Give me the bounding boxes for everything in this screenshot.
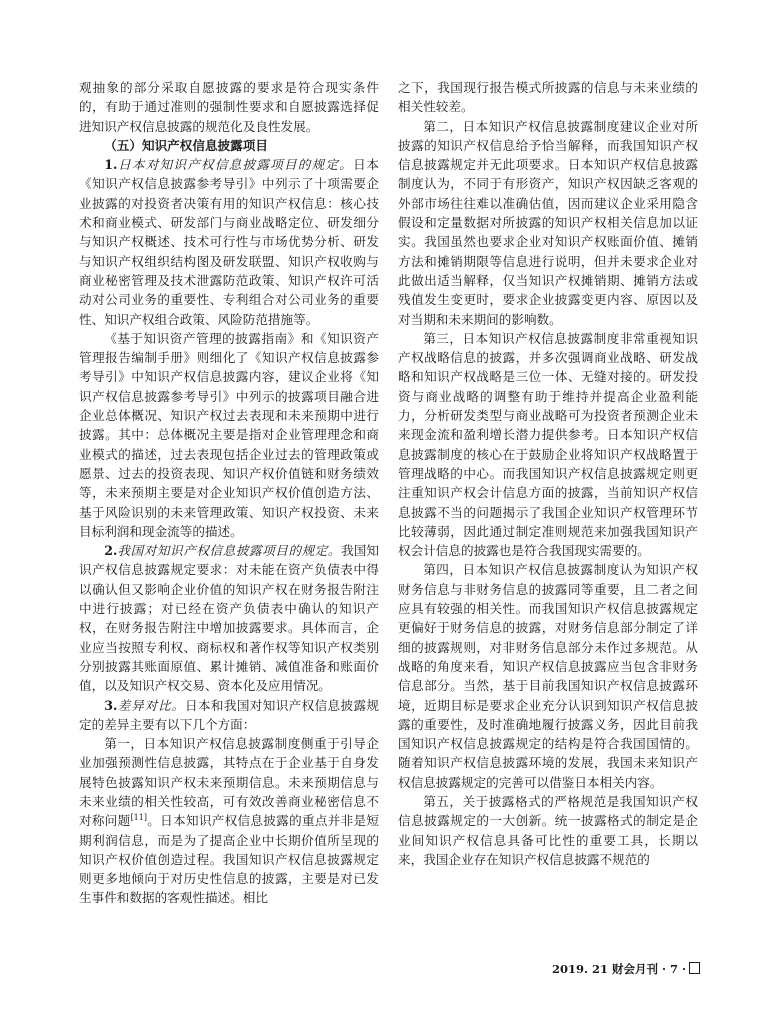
paragraph-text: 日本和我国对知识产权信息披露规定的差异主要有以下几个方面： <box>79 697 380 732</box>
page-footer <box>520 961 700 977</box>
footer-text: 2019. 21 财会月刊 · 7 · <box>551 962 686 976</box>
paragraph-comparison <box>79 696 379 735</box>
left-column <box>79 78 379 908</box>
paragraph-first-difference <box>79 734 379 908</box>
subsection-title: 日本对知识产权信息披露项目的规定。 <box>117 157 354 173</box>
paragraph-second-difference: 第二，日本知识产权信息披露制度建议企业对所披露的知识产权信息给予恰当解释，而我国知识产权信息披露规定并无此项要求。日本知识产权信息披露制度认为，不同于有形资产，知识产权因缺乏客观的外部市场往往难以准确估值，因而建议企业采用隐含假设和定量数据对所披露的知识产权相关信息加以证实。我国虽然也要求企业对知识产权账面价值、摊销方法和摊销期限等信息进行说明，但并未要求企业对此做出适当解释，仅当知识产权摊销期、摊销方法或残值发生变更时，要求企业披露变更内容、原因以及对当期和未来期间的影响数。 <box>398 118 698 327</box>
paragraph-text: 。日本知识产权信息披露的重点并非是短期利润信息，而是为了提高企业中长期价值所呈现的知识产权价值创造过程。我国知识产权信息披露规定则更多地倾向于对历史性信息的披露，主要是对已发生事件和数据的客观性描述。相比 <box>79 813 380 906</box>
paragraph-fourth-difference: 第四，日本知识产权信息披露制度认为知识产权财务信息与非财务信息的披露同等重要，且二者之间应具有较强的相关性。而我国知识产权信息披露规定更偏好于财务信息的披露，对财务信息部分制定了详细的披露规则，对非财务信息部分未作过多规范。从战略的角度来看，知识产权信息披露应当包含非财务信息部分。当然，基于目前我国知识产权信息披露环境，近期目标是要求企业充分认识到知识产权信息披露的重要性，及时准确地履行披露义务，因此目前我国知识产权信息披露规定的结构是符合我国国情的。随着知识产权信息披露环境的发展，我国未来知识产权信息披露规定的完善可以借鉴日本相关内容。 <box>398 562 698 790</box>
right-column <box>398 78 698 869</box>
citation-ref: [11] <box>130 813 147 823</box>
paragraph-fifth-difference: 第五，关于披露格式的严格规范是我国知识产权信息披露规定的一大创新。统一披露格式的制定是企业间知识产权信息具备可比性的重要工具，长期以来，我国企业存在知识产权信息披露不规范的 <box>398 793 698 867</box>
paragraph-china-items <box>79 541 379 695</box>
paragraph-japan-items <box>79 155 379 329</box>
square-icon <box>689 962 700 974</box>
subsection-title: 我国对知识产权信息披露项目的规定。 <box>117 543 342 559</box>
subsection-number: 3. <box>104 697 118 713</box>
paragraph-text: 我国知识产权信息披露规定要求：对未能在资产负债表中得以确认但又影响企业价值的知识产权在财务报告附注中进行披露；对已经在资产负债表中确认的知识产权，在财务报告附注中增加披露要求。具体而言，企业应当按照专利权、商标权和著作权等知识产权类别分别披露其账面原值、累计摊销、减值准备和账面价值，以及知识产权交易、资本化及应用情况。 <box>79 543 380 694</box>
paragraph-continuation: 之下，我国现行报告模式所披露的信息与未来业绩的相关性较差。 <box>398 80 698 115</box>
section-heading: （五）知识产权信息披露项目 <box>104 137 268 153</box>
paragraph-text: 第一，日本知识产权信息披露制度侧重于引导企业加强预测性信息披露，其特点在于企业基于自身发展特色披露知识产权未来预期信息。未来预期信息与未来业绩的相关性较高，可有效改善商业秘密信息不对称问题 <box>79 736 379 829</box>
paragraph-text: 日本《知识产权信息披露参考导引》中列示了十项需要企业披露的对投资者决策有用的知识产权信息：核心技术和商业模式、研发部门与商业战略定位、研发细分与知识产权概述、技术可行性与市场优势分析、研发与知识产权组织结构图及研发联盟、知识产权收购与商业秘密管理及技术泄露防范政策、知识产权许可活动对公司业务的重要性、专利组合对公司业务的重要性、知识产权组合政策、风险防范措施等。 <box>79 157 380 327</box>
paragraph-continuation: 观抽象的部分采取自愿披露的要求是符合现实条件的，有助于通过准则的强制性要求和自愿披露选择促进知识产权信息披露的规范化及良性发展。 <box>79 80 379 134</box>
paragraph-guidelines: 《基于知识资产管理的披露指南》和《知识资产管理报告编制手册》则细化了《知识产权信息披露参考导引》中知识产权信息披露内容，建议企业将《知识产权信息披露参考导引》中列示的披露项目融合进企业总体概况、知识产权过去表现和未来预期中进行披露。其中：总体概况主要是指对企业管理理念和商业模式的描述，过去表现包括企业过去的管理政策或愿景、过去的投资表现、知识产权价值链和财务绩效等，未来预期主要是对企业知识产权价值创造方法、基于风险识别的未来管理政策、知识产权投资、未来目标利润和现金流等的描述。 <box>79 330 379 539</box>
subsection-number: 1. <box>104 157 118 173</box>
paragraph-third-difference: 第三，日本知识产权信息披露制度非常重视知识产权战略信息的披露，并多次强调商业战略、研发战略和知识产权战略是三位一体、无缝对接的。研发投资与商业战略的调整有助于维持并提高企业盈利能力，分析研发类型与商业战略可为投资者预测企业未来现金流和盈利增长潜力提供参考。日本知识产权信息披露制度的核心在于鼓励企业将知识产权战略置于管理战略的中心。而我国知识产权信息披露规定则更注重知识产权会计信息方面的披露，当前知识产权信息披露不当的问题揭示了我国企业知识产权管理环节比较薄弱，因此通过制定准则规范来加强我国知识产权会计信息的披露也是符合我国现实需要的。 <box>398 330 698 559</box>
subsection-title: 差异对比。 <box>117 697 185 713</box>
subsection-number: 2. <box>104 543 118 559</box>
